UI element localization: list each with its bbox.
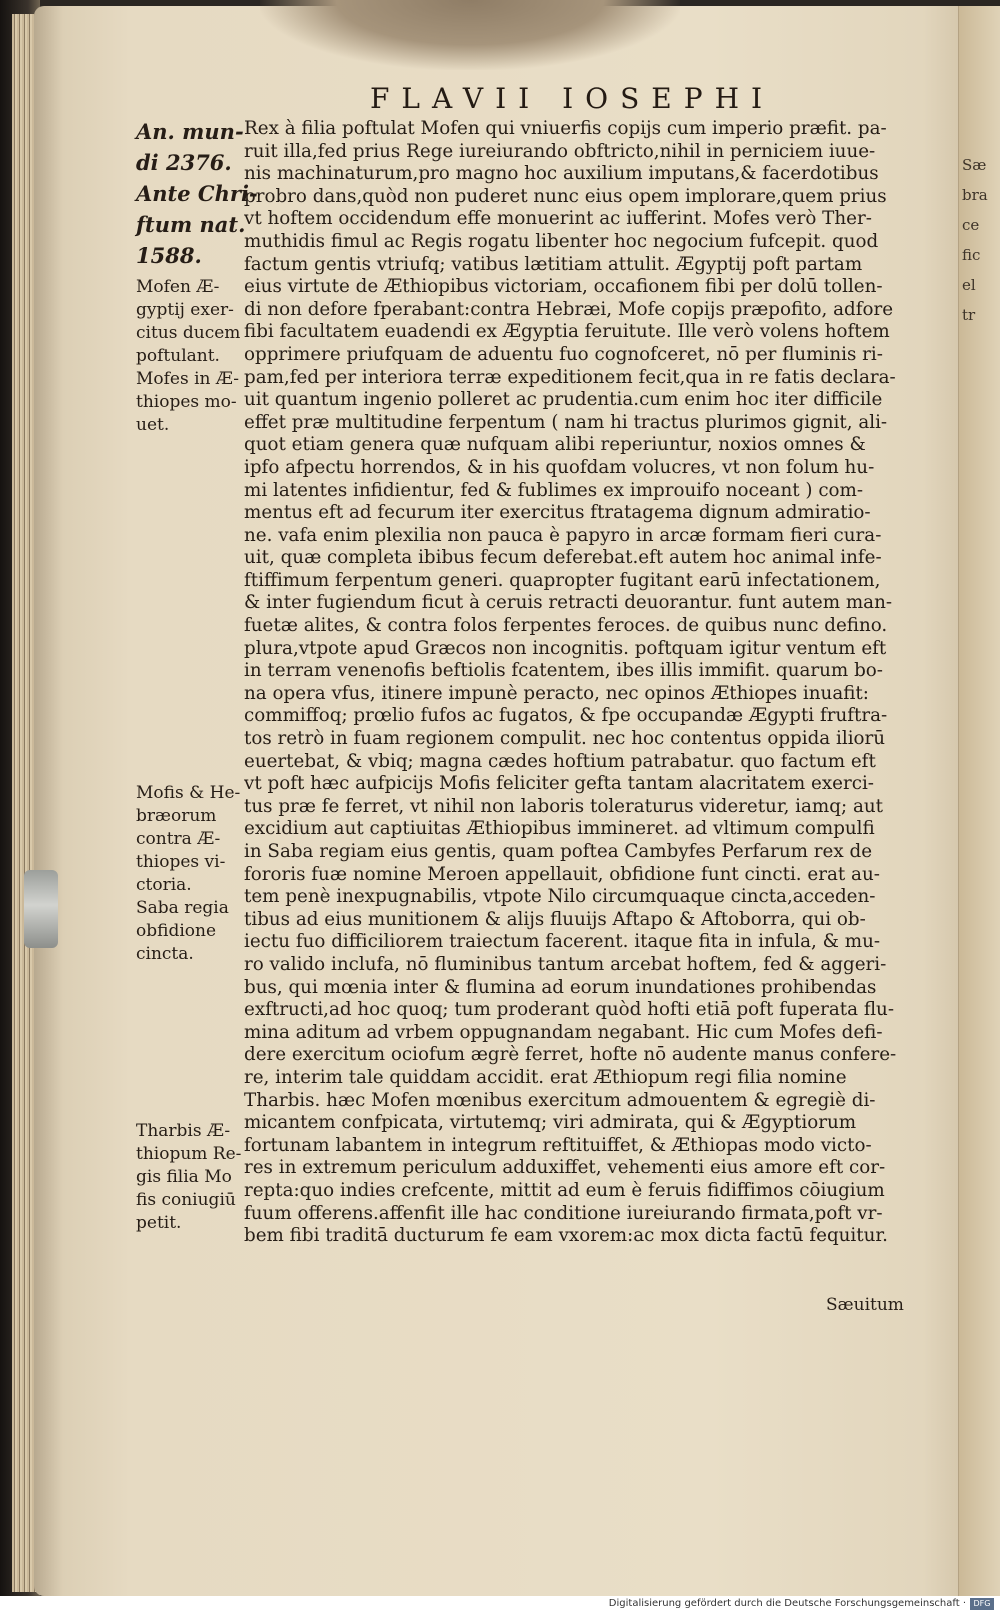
text-line: ipfo afpectu horrendos, & in his quofdam volucres, vt non folum hu- [244, 456, 875, 478]
facing-page-fragment: fic [962, 246, 981, 264]
text-line: tus præ fe ferret, vt nihil non laboris toleraturus videretur, iamq; aut [244, 795, 883, 817]
margin-note-line: citus ducem [136, 323, 241, 343]
facing-page-fragment: bra [962, 186, 988, 204]
text-line: eius virtute de Æthiopibus victoriam, occafionem fibi per dolū tollen- [244, 276, 883, 298]
running-header: FLAVII IOSEPHI [370, 82, 775, 115]
book-clip [24, 870, 58, 948]
margin-note-line: gis filia Mo [136, 1167, 232, 1187]
margin-note-line: gyptij exer- [136, 300, 234, 320]
text-line: ne. vafa enim plexilia non pauca è papyro in arcæ formam fieri cura- [244, 524, 882, 546]
facing-page-fragment: ce [962, 216, 980, 234]
text-line: pam,fed per interiora terræ expeditionem fecit,qua in re fatis declara- [244, 366, 896, 388]
margin-note-line: thiopes mo- [136, 392, 237, 412]
facing-page-fragment: Sæ [962, 156, 987, 174]
text-line: repta:quo indies crefcente, mittit ad eum è feruis fidiffimos cōiugium [244, 1179, 885, 1201]
text-line: res in extremum periculum adduxiffet, vehementi eius amore eft cor- [244, 1157, 886, 1179]
margin-note-line: thiopum Re- [136, 1144, 242, 1164]
text-line: dere exercitum ociofum ægrè ferret, hofte nō audente manus confere- [244, 1044, 897, 1066]
margin-note-line: Mofen Æ- [136, 277, 220, 297]
water-stain [260, 0, 680, 70]
margin-date-line: ftum nat. [136, 212, 246, 237]
margin-note-line: ctoria. [136, 875, 192, 895]
text-line: factum gentis vtriufq; vatibus lætitiam attulit. Ægyptij poft partam [244, 253, 863, 275]
text-line: tos retrò in fuam regionem compulit. nec hoc contentus oppida iliorū [244, 728, 886, 750]
margin-date-line: di 2376. [136, 150, 232, 175]
margin-note-line: Tharbis Æ- [136, 1121, 231, 1141]
text-line: opprimere priufquam de aduentu fuo cognofceret, nō per fluminis ri- [244, 343, 883, 365]
catchword: Sæuitum [826, 1295, 904, 1315]
text-line: mina aditum ad vrbem oppugnandam negabant. Hic cum Mofes defi- [244, 1021, 883, 1043]
text-line: di non defore fperabant:contra Hebræi, Mofe copijs præpofito, adfore [244, 298, 894, 320]
text-line: iectu fuo difficiliorem traiectum facerent. itaque fita in infula, & mu- [244, 931, 881, 953]
text-line: in terram venenofis beftiolis fcatentem, ibes illis immifit. quarum bo- [244, 660, 883, 682]
text-line: fuetæ alites, & contra folos ferpentes feroces. de quibus nunc defino. [244, 615, 888, 637]
text-line: plura,vtpote apud Græcos non incognitis. poftquam igitur ventum eft [244, 637, 887, 659]
dfg-logo: DFG [970, 1598, 994, 1610]
margin-note-line: bræorum [136, 806, 217, 826]
margin-date-line: 1588. [136, 243, 202, 268]
text-line: quot etiam genera quæ nufquam alibi reperiuntur, noxios omnes & [244, 434, 866, 456]
text-line: exftructi,ad hoc quoq; tum proderant quòd hofti etiā poft fuperata flu- [244, 999, 895, 1021]
text-line: bem fibi traditā ducturum fe eam vxorem:ac mox dicta factū fequitur. [244, 1225, 888, 1247]
text-line: na opera vfus, itinere impunè peracto, nec opinos Æthiopes inuafit: [244, 682, 869, 704]
text-line: in Saba regiam eius gentis, quam poftea Cambyfes Perfarum rex de [244, 841, 873, 862]
margin-note-line: cincta. [136, 944, 194, 964]
text-line: fuum offerens.affenfit ille hac conditione iureiurando firmata,poft vr- [244, 1202, 883, 1224]
text-line: muthidis fimul ac Regis rogatu libenter hoc negocium fufcepit. quod [244, 230, 879, 252]
text-line: micantem confpicata, virtutemq; viri admirata, qui & Ægyptiorum [244, 1112, 857, 1134]
margin-note-line: obfidione [136, 921, 217, 941]
margin-note-line: thiopes vi- [136, 852, 226, 872]
text-line: Tharbis. hæc Mofen mœnibus exercitum admouentem & egregiè di- [244, 1089, 876, 1111]
text-line: ro valido inclufa, nō fluminibus tantum arcebat hoftem, fed & aggeri- [244, 953, 887, 975]
text-line: bus, qui mœnia inter & flumina ad eorum inundationes prohibendas [244, 976, 877, 998]
margin-date-line: Ante Chri- [136, 181, 258, 206]
text-line: euertebat, & vbiq; magna cædes hoftium patrabatur. quo factum eft [244, 750, 876, 772]
text-line: uit quantum ingenio polleret ac prudentia.cum enim hoc iter difficile [244, 389, 883, 411]
text-line: mi latentes infidientur, fed & fublimes ex improuifo noceant ) com- [244, 479, 864, 501]
margin-note-line: fis coniugiū [136, 1190, 236, 1210]
main-text-block [244, 118, 949, 1248]
margin-note-line: Mofes in Æ- [136, 369, 239, 389]
margin-date-line: An. mun- [136, 119, 244, 144]
text-line: fororis fuæ nomine Meroen appellauit, obfidione funt cincti. erat au- [244, 863, 880, 885]
text-line: vt hoftem occidendum effe monuerint ac iufferint. Mofes verò Ther- [244, 208, 872, 230]
text-line: tibus ad eius munitionem & alijs fluuijs Aftapo & Aftoborra, qui ob- [244, 908, 866, 930]
text-line: tem penè inexpugnabilis, vtpote Nilo circumquaque cincta,acceden- [244, 886, 876, 908]
margin-note-line: Mofis & He- [136, 783, 241, 803]
margin-note-line: contra Æ- [136, 829, 221, 849]
text-line: nis machinaturum,pro magno hoc auxilium imputans,& facerdotibus [244, 163, 879, 185]
text-line: fortunam labantem in integrum reftituiffet, & Æthiopas modo victo- [244, 1134, 872, 1156]
text-line: ftiffimum ferpentum generi. quapropter fugitant earū infectationem, [244, 569, 881, 591]
facing-page-fragment: tr [962, 306, 976, 324]
margin-note-line: uet. [136, 415, 170, 435]
text-line: uit, quæ completa ibibus fecum deferebat.eft autem hoc animal infe- [244, 547, 882, 569]
margin-note-line: petit. [136, 1213, 182, 1233]
margin-note-line: poftulant. [136, 346, 220, 366]
text-line: re, interim tale quiddam accidit. erat Æthiopum regi filia nomine [244, 1066, 847, 1088]
text-line: ruit illa,fed prius Rege iureiurando obftricto,nihil in perniciem iuue- [244, 140, 876, 162]
text-line: fibi facultatem euadendi ex Ægyptia feruitute. Ille verò volens hoftem [244, 321, 890, 343]
text-line: probro dans,quòd non puderet nunc eius opem implorare,quem prius [244, 185, 887, 207]
text-line: commiffoq; prœlio fufos ac fugatos, & fpe occupandæ Ægypti fruftra- [244, 705, 888, 727]
text-line: mentus eft ad fecurum iter exercitus ftratagema dignum admiratio- [244, 502, 871, 524]
text-line: effet præ multitudine ferpentum ( nam hi tractus plurimos gignit, ali- [244, 411, 888, 433]
digitization-credit: Digitalisierung gefördert durch die Deutsche Forschungsgemeinschaft · [608, 1598, 966, 1609]
text-line: vt poft hæc aufpicijs Mofis feliciter gefta tantam alacritatem exerci- [244, 773, 874, 795]
margin-note-line: Saba regia [136, 898, 229, 918]
facing-page-fragment: el [962, 276, 976, 294]
text-line: Rex à filia poftulat Mofen qui vniuerfis copijs cum imperio præfit. pa- [244, 118, 887, 139]
text-line: & inter fugiendum ficut à ceruis retracti deuorantur. funt autem man- [244, 592, 893, 614]
text-line: excidium aut captiuitas Æthiopibus immineret. ad vltimum compulfi [244, 818, 875, 840]
